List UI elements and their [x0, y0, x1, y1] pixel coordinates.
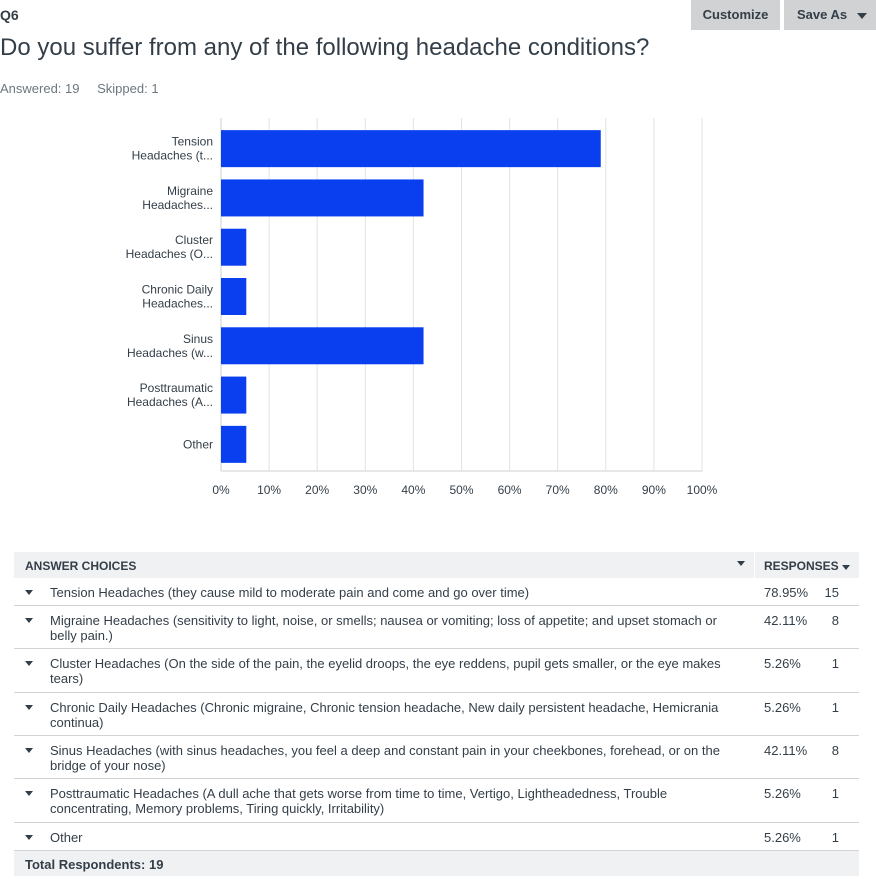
- response-count: 8: [831, 743, 839, 758]
- bar: [221, 377, 246, 414]
- bar: [221, 130, 601, 167]
- bar: [221, 278, 246, 315]
- category-label: Other: [182, 437, 213, 452]
- x-tick-label: 80%: [593, 483, 618, 497]
- category-label: Headaches (A...: [126, 395, 213, 410]
- expand-row-icon[interactable]: [25, 590, 33, 595]
- table-row: [14, 823, 859, 851]
- table-row: [14, 693, 859, 736]
- responses-header-label: RESPONSES: [764, 559, 839, 573]
- bar: [221, 327, 424, 364]
- table-body: [14, 578, 859, 851]
- bar-chart: [0, 100, 876, 510]
- category-label: Headaches (t...: [131, 148, 213, 163]
- question-stats: [0, 81, 173, 96]
- save-as-button[interactable]: [784, 0, 876, 30]
- expand-row-icon[interactable]: [25, 791, 33, 796]
- category-label: Headaches (w...: [126, 345, 213, 360]
- x-tick-label: 10%: [257, 483, 282, 497]
- response-count: 8: [831, 613, 839, 628]
- category-label: Headaches (O...: [125, 247, 213, 262]
- x-tick-label: 0%: [212, 483, 230, 497]
- bar: [221, 179, 424, 216]
- skipped-count: Skipped: 1: [97, 81, 159, 96]
- total-respondents: Total Respondents: 19: [25, 857, 164, 872]
- x-tick-label: 50%: [449, 483, 474, 497]
- question-title: Do you suffer from any of the following headache conditions?: [0, 34, 650, 61]
- header-divider: [754, 552, 755, 578]
- question-number: Q6: [0, 7, 19, 23]
- caret-down-icon: [857, 13, 867, 19]
- x-tick-label: 60%: [497, 483, 522, 497]
- answer-choice: Posttraumatic Headaches (A dull ache that gets worse from time to time, Vertigo, Lightheadedness, Trouble concentrating, Memory problems, Tiring quickly, Irritability): [50, 786, 668, 816]
- category-label: Chronic Daily: [141, 282, 213, 297]
- answer-choice: Tension Headaches (they cause mild to moderate pain and come and go over time): [50, 585, 530, 600]
- responses-table: [14, 552, 859, 876]
- x-tick-label: 90%: [641, 483, 666, 497]
- response-count: 15: [824, 585, 839, 600]
- category-label: Sinus: [182, 331, 213, 346]
- category-label: Cluster: [174, 233, 213, 248]
- response-percent: 42.11%: [764, 743, 808, 758]
- table-row: [14, 606, 859, 649]
- category-label: Migraine: [166, 183, 213, 198]
- table-row: [14, 649, 859, 693]
- x-tick-label: 70%: [545, 483, 570, 497]
- response-count: 1: [831, 830, 839, 845]
- save-as-label: Save As: [797, 7, 848, 22]
- x-tick-label: 40%: [401, 483, 426, 497]
- table-header: [14, 552, 859, 578]
- x-tick-label: 100%: [686, 483, 718, 497]
- x-tick-label: 30%: [353, 483, 378, 497]
- answer-choice: Chronic Daily Headaches (Chronic migraine, Chronic tension headache, New daily persistent headache, Hemicrania continua): [50, 700, 719, 730]
- response-percent: 5.26%: [764, 656, 801, 671]
- category-label: Headaches...: [142, 296, 213, 311]
- answer-choice: Migraine Headaches (sensitivity to light, noise, or smells; nausea or vomiting; loss of appetite; and upset stomach or belly pain.): [50, 613, 717, 643]
- answered-count: Answered: 19: [0, 81, 80, 96]
- table-row: [14, 779, 859, 823]
- expand-row-icon[interactable]: [25, 748, 33, 753]
- x-tick-label: 20%: [305, 483, 330, 497]
- response-percent: 5.26%: [764, 700, 801, 715]
- response-percent: 42.11%: [764, 613, 808, 628]
- expand-row-icon[interactable]: [25, 661, 33, 666]
- table-row: [14, 736, 859, 779]
- choices-sort-icon[interactable]: [737, 561, 745, 566]
- answer-choice: Other: [50, 830, 83, 845]
- responses-header[interactable]: [764, 559, 850, 573]
- answer-choices-header[interactable]: ANSWER CHOICES: [25, 559, 137, 573]
- table-row: [14, 578, 859, 606]
- expand-row-icon[interactable]: [25, 835, 33, 840]
- response-count: 1: [831, 656, 839, 671]
- category-label: Tension: [171, 134, 213, 149]
- bar: [221, 229, 246, 266]
- response-percent: 78.95%: [764, 585, 809, 600]
- bar: [221, 426, 246, 463]
- responses-sort-icon: [842, 565, 850, 570]
- category-label: Posttraumatic: [139, 381, 213, 396]
- answer-choice: Cluster Headaches (On the side of the pain, the eyelid droops, the eye reddens, pupil gets smaller, or the eye makes tears): [50, 656, 721, 686]
- response-count: 1: [831, 700, 839, 715]
- response-count: 1: [831, 786, 839, 801]
- customize-button[interactable]: Customize: [691, 0, 780, 30]
- expand-row-icon[interactable]: [25, 705, 33, 710]
- table-footer: [14, 851, 859, 876]
- response-percent: 5.26%: [764, 786, 801, 801]
- response-percent: 5.26%: [764, 830, 801, 845]
- category-label: Headaches...: [142, 197, 213, 212]
- answer-choice: Sinus Headaches (with sinus headaches, you feel a deep and constant pain in your cheekbones, forehead, or on the bridge of your nose): [50, 743, 720, 773]
- expand-row-icon[interactable]: [25, 618, 33, 623]
